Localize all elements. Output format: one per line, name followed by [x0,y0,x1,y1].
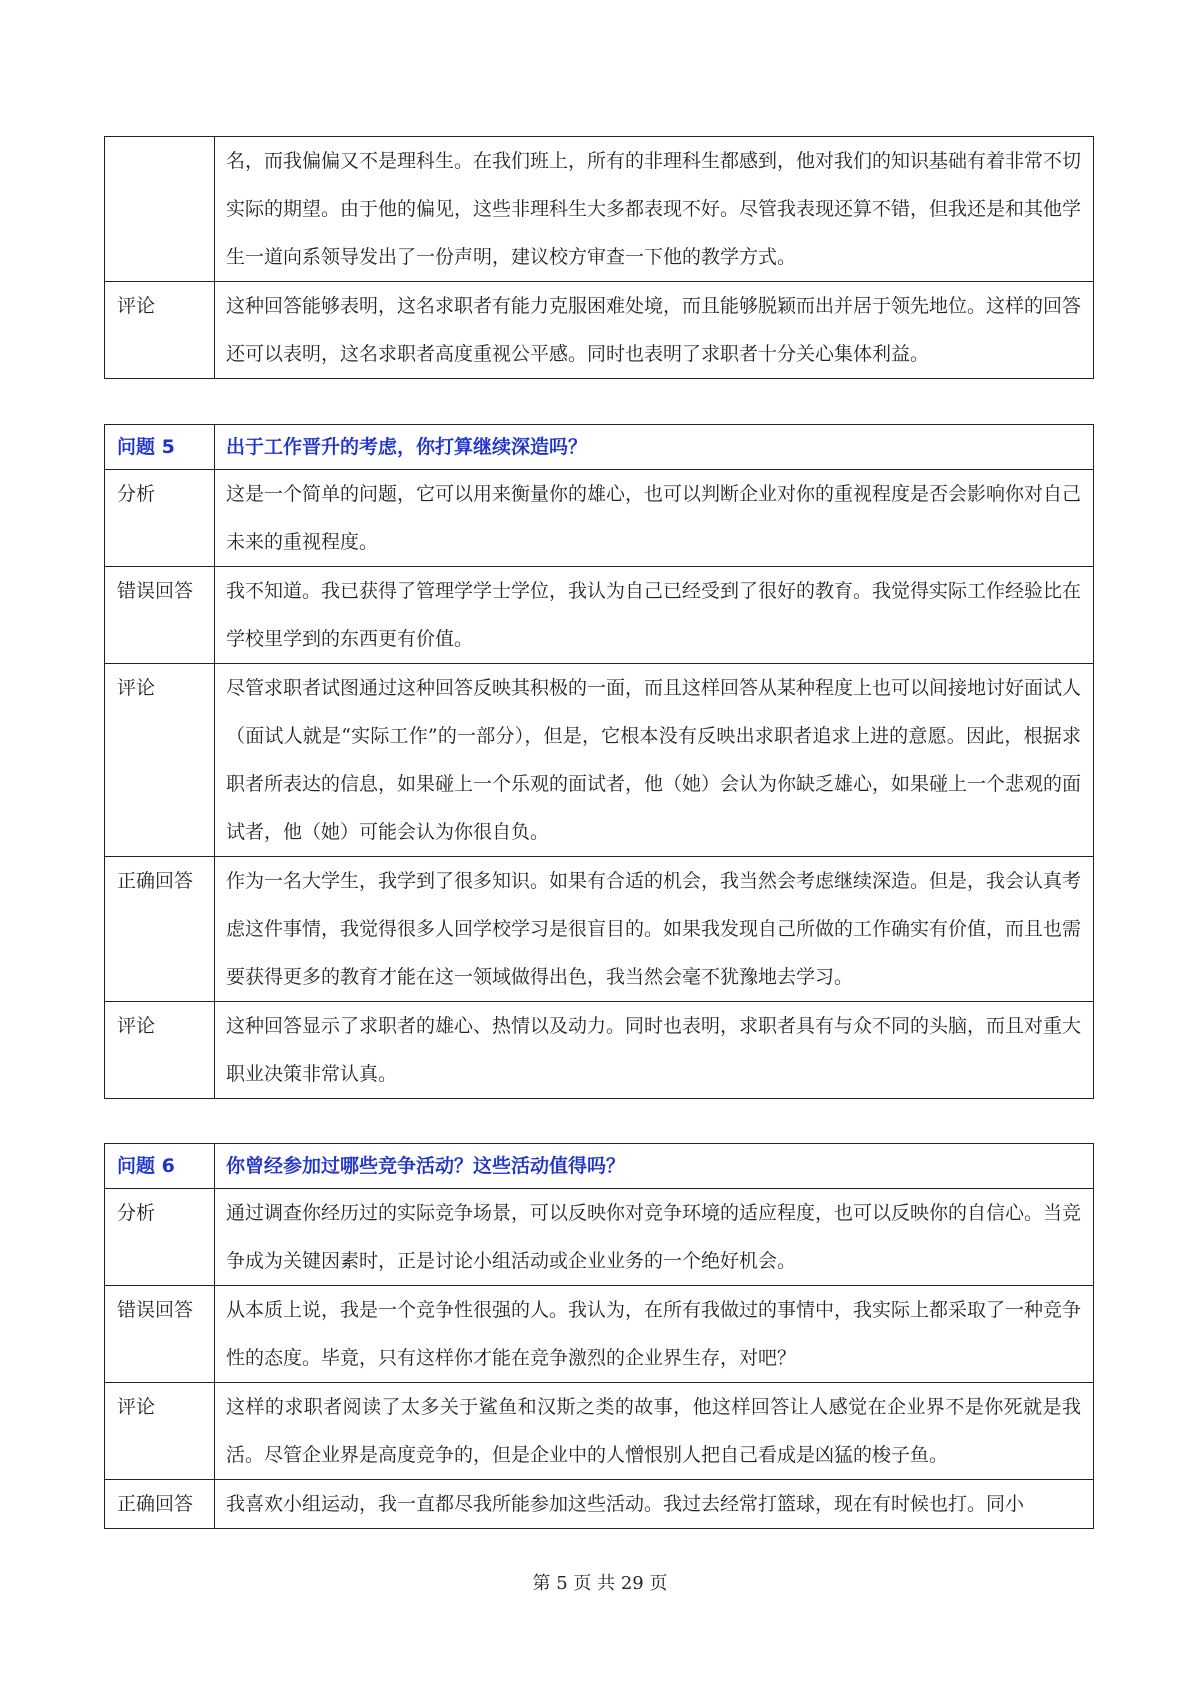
q5-comment-text-1: 尽管求职者试图通过这种回答反映其积极的一面，而且这样回答从某种程度上也可以间接地讨好面试人（面试人就是“实际工作”的一部分），但是，它根本没有反映出求职者追求上进的意愿。因此，根据求职者所表达的信息，如果碰上一个乐观的面试者，他（她）会认为你缺乏雄心，如果碰上一个悲观的面试者，他（她）可能会认为你很自负。 [215,664,1094,857]
q6-wrong-answer-row [105,1286,1094,1383]
q4-comment-row [105,282,1094,379]
q5-comment-text-2: 这种回答显示了求职者的雄心、热情以及动力。同时也表明，求职者具有与众不同的头脑，而且对重大职业决策非常认真。 [215,1002,1094,1099]
q6-wrong-answer-text: 从本质上说，我是一个竞争性很强的人。我认为，在所有我做过的事情中，我实际上都采取了一种竞争性的态度。毕竟，只有这样你才能在竞争激烈的企业界生存，对吧？ [215,1286,1094,1383]
q5-comment-row-1 [105,664,1094,857]
q5-comment-label-1: 评论 [105,664,215,857]
question-6-table [104,1143,1094,1529]
q5-wrong-answer-text: 我不知道。我已获得了管理学学士学位，我认为自己已经受到了很好的教育。我觉得实际工作经验比在学校里学到的东西更有价值。 [215,567,1094,664]
q6-correct-answer-row [105,1480,1094,1529]
q5-correct-answer-text: 作为一名大学生，我学到了很多知识。如果有合适的机会，我当然会考虑继续深造。但是，我会认真考虑这件事情，我觉得很多人回学校学习是很盲目的。如果我发现自己所做的工作确实有价值，而且也需要获得更多的教育才能在这一领域做得出色，我当然会毫不犹豫地去学习。 [215,857,1094,1002]
q6-analysis-label: 分析 [105,1189,215,1286]
q6-wrong-answer-label: 错误回答 [105,1286,215,1383]
q4-comment-label: 评论 [105,282,215,379]
q5-correct-answer-label: 正确回答 [105,857,215,1002]
q5-label: 问题 5 [105,425,215,470]
q6-comment-label: 评论 [105,1383,215,1480]
q4-answer-text: 名，而我偏偏又不是理科生。在我们班上，所有的非理科生都感到，他对我们的知识基础有着非常不切实际的期望。由于他的偏见，这些非理科生大多都表现不好。尽管我表现还算不错，但我还是和其他学生一道向系领导发出了一份声明，建议校方审查一下他的教学方式。 [215,137,1094,282]
q6-analysis-row [105,1189,1094,1286]
q5-analysis-row [105,470,1094,567]
q5-header-row [105,425,1094,470]
q6-comment-text: 这样的求职者阅读了太多关于鲨鱼和汉斯之类的故事，他这样回答让人感觉在企业界不是你死就是我活。尽管企业界是高度竞争的，但是企业中的人憎恨别人把自己看成是凶猛的梭子鱼。 [215,1383,1094,1480]
page-number-footer: 第 5 页 共 29 页 [532,1573,668,1594]
q6-header-row [105,1144,1094,1189]
q4-answer-label-cell [105,137,215,282]
q6-correct-answer-text: 我喜欢小组运动，我一直都尽我所能参加这些活动。我过去经常打篮球，现在有时候也打。同小 [215,1480,1094,1529]
question-5-table [104,424,1094,1099]
q5-wrong-answer-label: 错误回答 [105,567,215,664]
q5-correct-answer-row [105,857,1094,1002]
q5-analysis-label: 分析 [105,470,215,567]
q6-question: 你曾经参加过哪些竞争活动？这些活动值得吗？ [215,1144,1094,1189]
q4-comment-text: 这种回答能够表明，这名求职者有能力克服困难处境，而且能够脱颖而出并居于领先地位。这样的回答还可以表明，这名求职者高度重视公平感。同时也表明了求职者十分关心集体利益。 [215,282,1094,379]
q5-wrong-answer-row [105,567,1094,664]
q6-analysis-text: 通过调查你经历过的实际竞争场景，可以反映你对竞争环境的适应程度，也可以反映你的自信心。当竞争成为关键因素时，正是讨论小组活动或企业业务的一个绝好机会。 [215,1189,1094,1286]
q5-question: 出于工作晋升的考虑，你打算继续深造吗？ [215,425,1094,470]
q6-correct-answer-label: 正确回答 [105,1480,215,1529]
q5-comment-label-2: 评论 [105,1002,215,1099]
q4-answer-row [105,137,1094,282]
q5-comment-row-2 [105,1002,1094,1099]
q6-comment-row [105,1383,1094,1480]
q5-analysis-text: 这是一个简单的问题，它可以用来衡量你的雄心，也可以判断企业对你的重视程度是否会影响你对自己未来的重视程度。 [215,470,1094,567]
q6-label: 问题 6 [105,1144,215,1189]
question-4-table [104,136,1094,379]
